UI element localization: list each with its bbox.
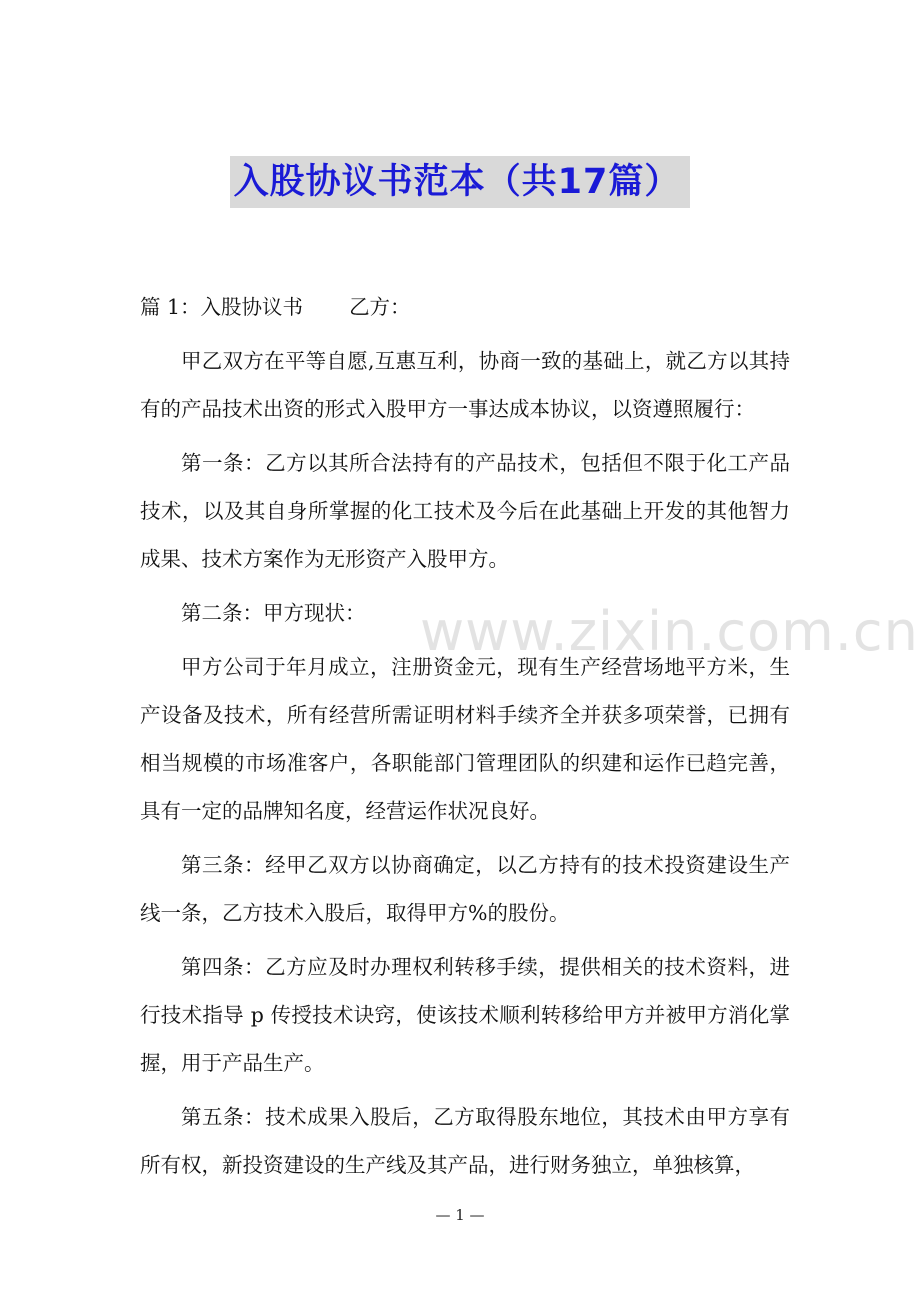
paragraph-preamble: 甲乙双方在平等自愿,互惠互利，协商一致的基础上，就乙方以其持有的产品技术出资的形式入股甲方一事达成本协议，以资遵照履行： [140,349,790,421]
section-heading-party: 乙方： [349,295,411,319]
paragraph-company-status: 甲方公司于年月成立，注册资金元，现有生产经营场地平方米，生产设备及技术，所有经营所需证明材料手续齐全并获多项荣誉，已拥有相当规模的市场准客户，各职能部门管理团队的织建和运作已趋完善，具有一定的品牌知名度，经营运作状况良好。 [140,655,790,823]
paragraph-article-4: 第四条：乙方应及时办理权利转移手续，提供相关的技术资料，进行技术指导 p 传授技术诀窍，使该技术顺利转移给甲方并被甲方消化掌握，用于产品生产。 [140,955,790,1075]
title-container [0,156,920,208]
paragraph-article-5: 第五条：技术成果入股后，乙方取得股东地位，其技术由甲方享有所有权，新投资建设的生产线及其产品，进行财务独立，单独核算， [140,1105,790,1177]
paragraph-article-2: 第二条：甲方现状： [181,601,366,625]
page-number: — 1 — [435,1206,485,1224]
paragraph-article-1: 第一条：乙方以其所合法持有的产品技术，包括但不限于化工产品技术，以及其自身所掌握的化工技术及今后在此基础上开发的其他智力成果、技术方案作为无形资产入股甲方。 [140,451,790,571]
paragraph-article-3: 第三条：经甲乙双方以协商确定，以乙方持有的技术投资建设生产线一条，乙方技术入股后，取得甲方%的股份。 [140,853,790,925]
document-title: 入股协议书范本（共17篇） [230,156,691,208]
watermark: www.zixin.com.cn [420,600,919,663]
section-heading [140,283,790,331]
section-heading-title: 篇 1：入股协议书 [140,295,304,319]
document-body [140,283,790,1195]
